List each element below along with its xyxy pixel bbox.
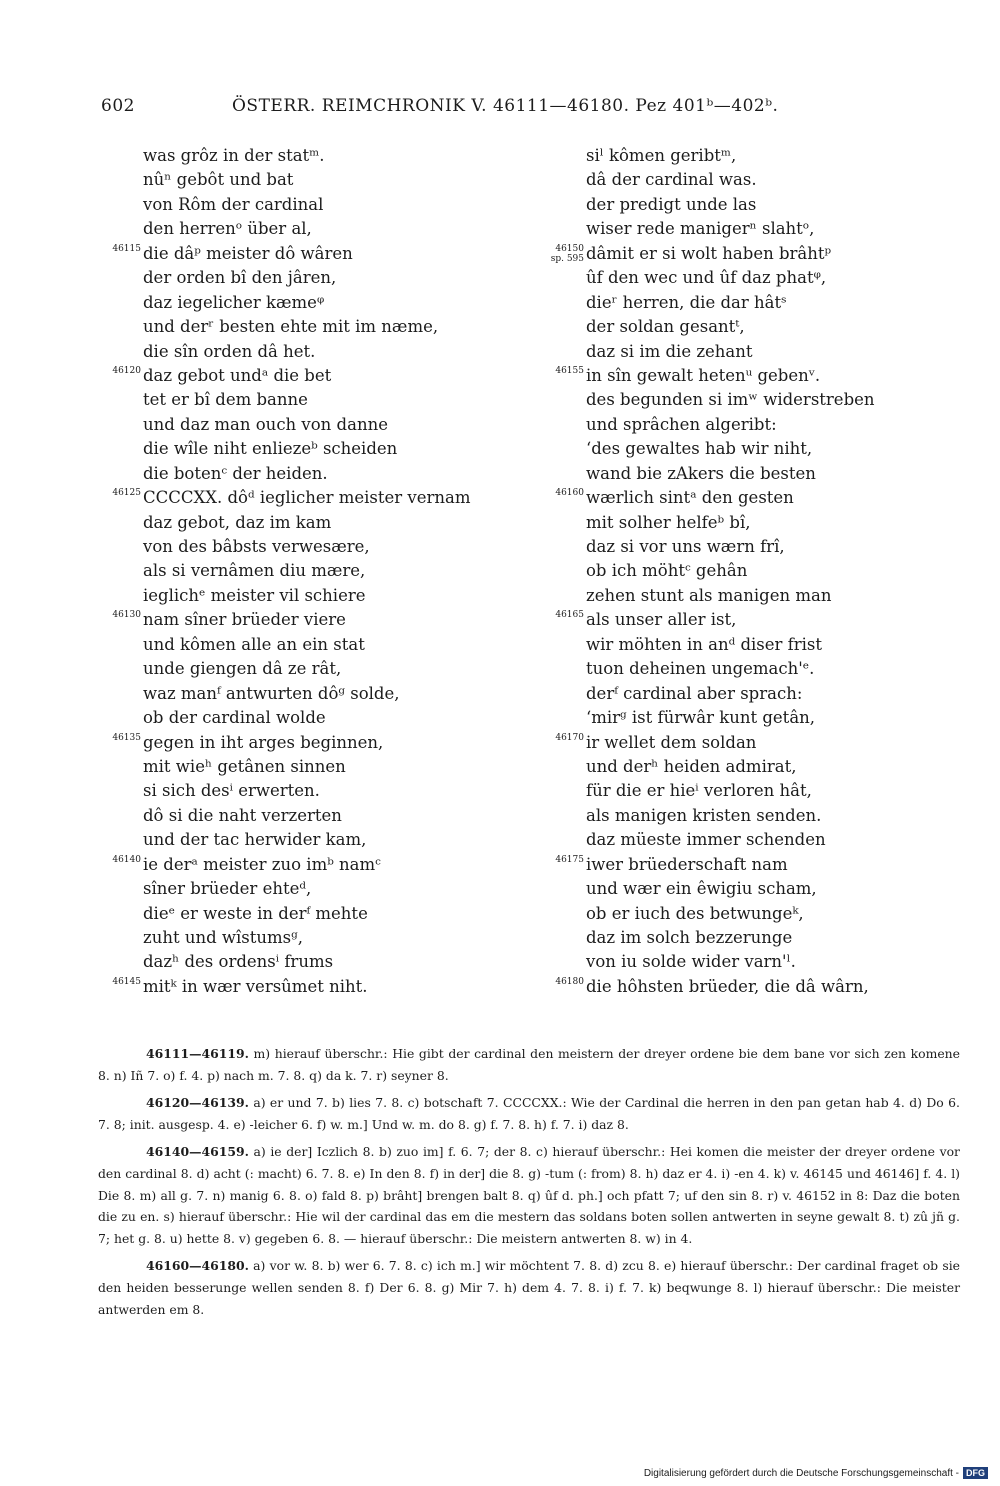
verse-line [112,242,471,266]
verse-line [143,291,471,315]
note-verse-range: 46120—46139. [146,1095,249,1111]
verse-line [143,828,471,852]
verse-text: daz si vor uns wærn frî, [586,537,785,556]
verse-line [586,828,875,852]
verse-text: von des bâbsts verwesære, [143,537,370,556]
verse-text: dieʳ herren, die dar hâtˢ [586,292,787,312]
verse-line [586,682,875,706]
verse-line [586,388,875,412]
note-text: a) ie der] Iczlich 8. b) zuo im] f. 6. 7; der 8. c) hierauf überschr.: Hei komen die meister der dreyer ordene vor den cardinal 8. d) acht (: macht) 6. 7. 8. e) In den 8. f) in der] die 8. g) -tum (: from) 8. h) daz er 4. i) -en 4. k) v. 46145 und 46146] f. 4. l) Die 8. m) all g. 7. n) manig 6. 8. o) fald 8. p) brâht] brengen balt 8. q) ûf d. ph.] och pfatt 7; uf den sin 8. r) v. 46152 in 8: Daz die boten die zu en. s) hierauf überschr.: Hie wil der cardinal das em die mestern das soldans boten sollen antwerten in seyne gewalt 8. t) zû jñ g. 7; het g. 8. u) hette 8. v) gegeben 6. 8. — hierauf überschr.: Die meistern antwerten 8. w) in 4. [98,1144,960,1246]
verse-text: dieᵉ er weste in derᶠ mehte [143,903,368,923]
note-text: a) vor w. 8. b) wer 6. 7. 8. c) ich m.] wir möchtent 7. 8. d) zcu 8. e) hierauf überschr.: Der cardinal fraget ob sie den heiden besserunge wellen senden 8. f) Der 6. 8. g) Mir 7. h) dem 4. 7. 8. i) f. 7. k) beqwunge 8. l) hierauf überschr.: Die meister antwerden em 8. [98,1258,960,1317]
verse-text: und der tac herwider kam, [143,830,367,850]
verse-line [143,193,471,217]
verse-line [586,193,875,217]
note-paragraph [98,1043,960,1086]
verse-text: von Rôm der cardinal [143,194,324,214]
verse-text: siˡ kômen geribtᵐ, [586,146,737,165]
verse-line [143,657,471,681]
verse-text: daz gebot undᵃ die bet [143,365,332,385]
verse-text: zuht und wîstumsᵍ, [143,928,303,947]
verse-text: mit solher helfeᵇ bî, [586,512,751,532]
verse-line [586,902,875,926]
verse-line [586,315,875,339]
verse-text: die hôhsten brüeder, die dâ wârn, [586,976,869,996]
verse-line [143,706,471,730]
verse-line [586,144,875,168]
verse-text: ie derᵃ meister zuo imᵇ namᶜ [143,854,381,874]
verse-number: 46125 [112,488,141,499]
verse-number: 46160 [555,488,584,499]
verse-line [143,168,471,192]
verse-text: was grôz in der statᵐ. [143,146,325,165]
note-verse-range: 46140—46159. [146,1144,249,1160]
verse-line [112,486,471,510]
verse-line [555,486,875,510]
verse-text: und wær ein êwigiu scham, [586,879,817,899]
verse-line [143,755,471,779]
verse-line [586,511,875,535]
verse-line [555,608,875,632]
verse-text: daz iegelicher kæmeᵠ [143,292,325,312]
verse-text: ob ich möhtᶜ gehân [586,561,748,581]
note-verse-range: 46111—46119. [146,1046,249,1061]
verse-line [555,975,875,999]
verse-number: 46150 [555,243,584,254]
apparatus-notes [98,1043,960,1326]
verse-line [143,388,471,412]
verse-text: von iu solde wider varn'ˡ. [586,952,796,972]
column-reference: sp. 595 [550,253,584,264]
verse-text: der predigt unde las [586,194,757,214]
verse-line [143,462,471,486]
verse-text: ʻmirᵍ ist fürwâr kunt getân, [586,708,816,728]
verse-number: 46120 [112,365,141,376]
verse-text: des begunden si imʷ widerstreben [586,390,875,410]
verse-text: ʻdes gewaltes hab wir niht, [586,439,813,459]
verse-line [586,437,875,461]
verse-line [143,584,471,608]
verse-text: die wîle niht enliezeᵇ scheiden [143,439,398,459]
verse-line [586,584,875,608]
verse-line [143,340,471,364]
verse-text: als manigen kristen senden. [586,805,822,825]
verse-line [143,437,471,461]
verse-line [143,315,471,339]
verse-text: ob er iuch des betwungeᵏ, [586,903,804,923]
verse-line [143,559,471,583]
verse-text: daz gebot, daz im kam [143,512,332,532]
verse-text: und derʳ besten ehte mit im næme, [143,317,439,337]
note-verse-range: 46160—46180. [146,1258,249,1274]
verse-number: 46130 [112,610,141,621]
verse-text: iwer brüederschaft nam [586,854,788,874]
running-title: ÖSTERR. REIMCHRONIK V. 46111—46180. Pez 401ᵇ—402ᵇ. [232,96,779,116]
verse-text: nûⁿ gebôt und bat [143,170,294,190]
verse-line [586,559,875,583]
verse-line [555,853,875,877]
verse-line [112,731,471,755]
verse-line [550,242,875,266]
verse-line [143,950,471,974]
verse-line [143,926,471,950]
verse-text: dâ der cardinal was. [586,170,757,190]
verse-text: dazʰ des ordensⁱ frums [143,952,334,972]
note-paragraph [98,1092,960,1135]
digitization-footer [644,1467,988,1479]
verse-text: CCCCXX. dôᵈ ieglicher meister vernam [143,488,471,508]
verse-number: 46135 [112,732,141,743]
verse-line [586,706,875,730]
verse-number: 46175 [555,854,584,865]
verse-text: die dâᵖ meister dô wâren [143,243,353,263]
verse-line [143,413,471,437]
verse-line [143,266,471,290]
verse-text: als si vernâmen diu mære, [143,561,366,581]
verse-text: tuon deheinen ungemach'ᵉ. [586,659,815,679]
verse-text: unde giengen dâ ze rât, [143,659,342,679]
verse-text: wir möhten in anᵈ diser frist [586,634,823,654]
verse-text: die botenᶜ der heiden. [143,463,328,483]
verse-number: 46170 [555,732,584,743]
verse-text: tet er bî dem banne [143,390,308,410]
dfg-logo: DFG [963,1467,988,1479]
verse-text: ir wellet dem soldan [586,732,757,752]
verse-text: der soldan gesantᵗ, [586,317,745,337]
verse-text: der orden bî den jâren, [143,268,337,288]
verse-line [586,779,875,803]
verse-line [586,950,875,974]
verse-number: 46180 [555,976,584,987]
verse-text: und kômen alle an ein stat [143,634,365,654]
verse-line [586,266,875,290]
verse-line [143,511,471,535]
verse-text: si sich desⁱ erwerten. [143,781,320,801]
verse-text: den herrenᵒ über al, [143,219,312,239]
verse-line [112,975,471,999]
verse-number: 46165 [555,610,584,621]
verse-line [112,608,471,632]
verse-line [112,364,471,388]
verse-text: wand bie zAkers die besten [586,463,816,483]
page-number: 602 [101,96,135,116]
verse-text: in sîn gewalt hetenᵘ gebenᵛ. [586,365,821,385]
verse-line [586,462,875,486]
verse-text: derᶠ cardinal aber sprach: [586,683,803,703]
verse-number: 46140 [112,854,141,865]
verse-text: daz müeste immer schenden [586,830,826,850]
verse-text: und derʰ heiden admirat, [586,756,797,776]
verse-number: 46115 [112,243,141,254]
verse-line [586,535,875,559]
footer-text: Digitalisierung gefördert durch die Deutsche Forschungsgemeinschaft - [643,1467,959,1479]
verse-line [143,535,471,559]
verse-line [555,731,875,755]
note-text: a) er und 7. b) lies 7. 8. c) botschaft 7. CCCCXX.: Wie der Cardinal die herren in den pan getan hab 4. d) Do 6. 7. 8; init. ausgesp. 4. e) -leicher 6. f) w. m.] Und w. m. do 8. g) f. 7. 8. h) f. 7. i) daz 8. [98,1095,960,1132]
verse-text: dâmit er si wolt haben brâhtᵖ [586,243,832,263]
verse-text: ob der cardinal wolde [143,708,326,728]
verse-text: wærlich sintᵃ den gesten [586,488,794,508]
verse-text: gegen in iht arges beginnen, [143,732,384,752]
verse-text: daz si im die zehant [586,341,753,361]
verse-text: ieglichᵉ meister vil schiere [143,585,366,605]
verse-text: zehen stunt als manigen man [586,585,832,605]
verse-line [586,340,875,364]
verse-line [586,926,875,950]
verse-text: mitᵏ in wær versûmet niht. [143,976,368,996]
verse-line [143,217,471,241]
verse-text: sîner brüeder ehteᵈ, [143,879,312,899]
verse-line [112,853,471,877]
verse-text: die sîn orden dâ het. [143,341,316,361]
verse-line [586,291,875,315]
verse-column-left [112,144,471,999]
verse-text: für die er hieⁱ verloren hât, [586,781,812,801]
verse-line [586,804,875,828]
verse-line [586,413,875,437]
verse-text: und daz man ouch von danne [143,414,388,434]
note-paragraph [98,1141,960,1249]
verse-column-right [550,144,875,999]
verse-text: und sprâchen algeribt: [586,414,777,434]
note-text: m) hierauf überschr.: Hie gibt der cardinal den meistern der dreyer ordene bie dem bane vor sich zen komene 8. n) Iñ 7. o) f. 4. p) nach m. 7. 8. q) da k. 7. r) seyner 8. [98,1046,960,1083]
verse-text: mit wieʰ getânen sinnen [143,756,346,776]
verse-text: als unser aller ist, [586,610,737,630]
verse-text: wiser rede manigerⁿ slahtᵒ, [586,219,815,239]
note-paragraph [98,1255,960,1320]
verse-line [143,779,471,803]
verse-number: 46145 [112,976,141,987]
verse-line [143,144,471,168]
verse-line [586,217,875,241]
verse-line [143,633,471,657]
verse-text: waz manᶠ antwurten dôᵍ solde, [143,683,400,703]
verse-line [143,682,471,706]
verse-text: daz im solch bezzerunge [586,928,793,947]
verse-line [586,755,875,779]
verse-line [586,168,875,192]
verse-line [586,657,875,681]
verse-text: ûf den wec und ûf daz phatᵠ, [586,268,827,288]
verse-line [586,633,875,657]
verse-line [586,877,875,901]
verse-text: nam sîner brüeder viere [143,610,346,630]
verse-line [555,364,875,388]
verse-text: dô si die naht verzerten [143,805,342,825]
verse-number: 46155 [555,365,584,376]
verse-line [143,877,471,901]
verse-line [143,902,471,926]
verse-line [143,804,471,828]
